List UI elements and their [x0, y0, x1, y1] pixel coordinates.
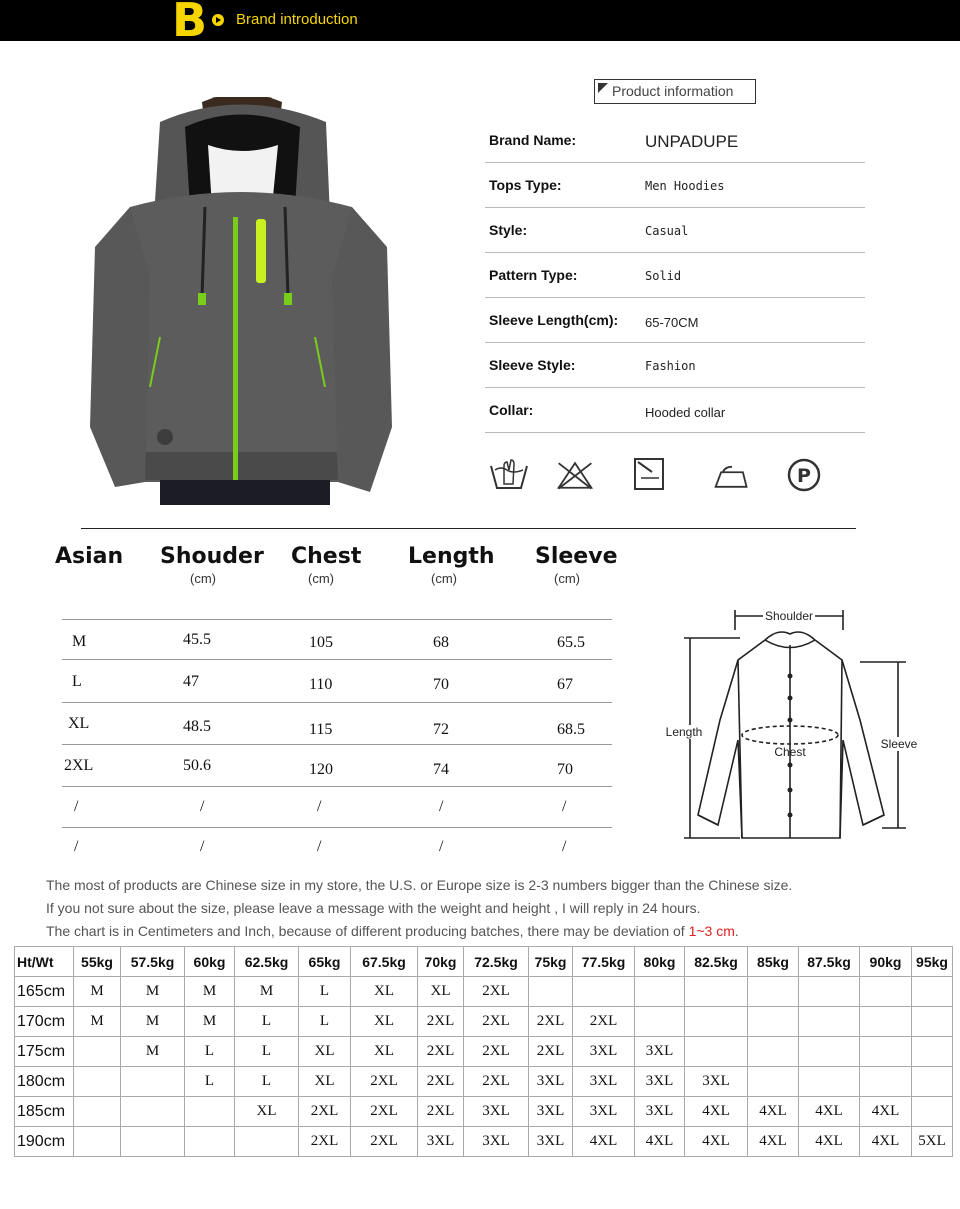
size-row: [62, 745, 612, 787]
diagram-sleeve-label: Sleeve: [880, 737, 918, 751]
height-cell: 165cm: [15, 977, 74, 1007]
size-cell: 2XL: [464, 1037, 529, 1067]
size-cell: 50.6: [183, 757, 211, 774]
weight-header: 80kg: [635, 947, 685, 977]
size-cell: L: [72, 673, 82, 690]
size-cell: [74, 1037, 121, 1067]
size-cell: 4XL: [635, 1127, 685, 1157]
info-row-style: [485, 208, 865, 253]
size-cell: 2XL: [464, 1067, 529, 1097]
size-cell: 115: [309, 721, 333, 738]
weight-header: 85kg: [748, 947, 799, 977]
diagram-length-label: Length: [665, 725, 703, 739]
table-row: [15, 1067, 953, 1097]
size-cell: M: [74, 977, 121, 1007]
product-info-badge: [594, 79, 756, 104]
size-header-sleeve: Sleeve: [535, 544, 618, 569]
size-cell: 4XL: [799, 1127, 860, 1157]
size-cell: [799, 1007, 860, 1037]
size-cell: /: [317, 798, 322, 815]
info-value: UNPADUPE: [645, 132, 739, 151]
size-cell: 70: [557, 761, 573, 778]
size-cell: [685, 977, 748, 1007]
size-cell: 3XL: [529, 1127, 573, 1157]
size-cell: /: [317, 838, 322, 855]
size-row: [62, 787, 612, 828]
size-cell: /: [562, 838, 567, 855]
info-label: Pattern Type:: [489, 267, 578, 283]
note-line-3-text: The chart is in Centimeters and Inch, because of different producing batches, there may be deviation of: [46, 923, 689, 939]
size-cell: [529, 977, 573, 1007]
size-cell: [74, 1097, 121, 1127]
size-cell: 65.5: [557, 634, 585, 651]
size-cell: [748, 977, 799, 1007]
size-cell: XL: [351, 1037, 418, 1067]
size-cell: /: [200, 798, 205, 815]
size-cell: 5XL: [912, 1127, 953, 1157]
size-unit-shoulder: (cm): [190, 571, 216, 586]
size-cell: [685, 1007, 748, 1037]
info-row-pattern: [485, 253, 865, 298]
section-divider: [81, 528, 856, 529]
info-label: Sleeve Length(cm):: [489, 312, 619, 328]
table-row: [15, 977, 953, 1007]
size-cell: 2XL: [418, 1007, 464, 1037]
size-cell: 68: [433, 634, 449, 651]
size-cell: 4XL: [685, 1127, 748, 1157]
size-cell: 2XL: [351, 1127, 418, 1157]
size-cell: 70: [433, 676, 449, 693]
do-not-bleach-icon: [555, 456, 595, 494]
table-row: [15, 1127, 953, 1157]
info-value: Solid: [645, 269, 682, 283]
info-row-collar: [485, 388, 865, 433]
size-cell: 3XL: [529, 1067, 573, 1097]
size-cell: 4XL: [860, 1127, 912, 1157]
size-row: [62, 703, 612, 745]
note-line-3-end: .: [734, 923, 739, 939]
size-cell: 4XL: [799, 1097, 860, 1127]
weight-header: 75kg: [529, 947, 573, 977]
size-cell: 72: [433, 721, 449, 738]
note-line-1: The most of products are Chinese size in my store, the U.S. or Europe size is 2-3 numbers bigger than the Chinese size.: [46, 877, 793, 893]
size-cell: 2XL: [418, 1037, 464, 1067]
info-value: Men Hoodies: [645, 179, 725, 193]
weight-header: 82.5kg: [685, 947, 748, 977]
size-cell: [860, 1037, 912, 1067]
size-cell: XL: [351, 1007, 418, 1037]
size-cell: 4XL: [748, 1127, 799, 1157]
size-row: [62, 828, 612, 858]
size-cell: L: [185, 1037, 235, 1067]
info-label: Tops Type:: [489, 177, 562, 193]
size-cell: [799, 1067, 860, 1097]
size-cell: 120: [309, 761, 333, 778]
measurement-diagram: [660, 600, 920, 845]
weight-header: 70kg: [418, 947, 464, 977]
size-cell: 110: [309, 676, 333, 693]
size-cell: L: [299, 1007, 351, 1037]
size-cell: [635, 977, 685, 1007]
info-value: 65-70CM: [645, 315, 699, 330]
size-cell: M: [235, 977, 299, 1007]
diagram-chest-label: Chest: [774, 745, 806, 759]
size-cell: 3XL: [635, 1067, 685, 1097]
info-label: Collar:: [489, 402, 534, 418]
size-cell: [748, 1007, 799, 1037]
size-cell: [912, 1007, 953, 1037]
size-cell: 68.5: [557, 721, 585, 738]
info-value: Hooded collar: [645, 405, 726, 420]
height-cell: 170cm: [15, 1007, 74, 1037]
height-cell: 180cm: [15, 1067, 74, 1097]
size-cell: 2XL: [418, 1067, 464, 1097]
size-cell: 3XL: [573, 1097, 635, 1127]
size-header-chest: Chest: [291, 544, 362, 569]
weight-header: 62.5kg: [235, 947, 299, 977]
size-cell: [748, 1067, 799, 1097]
info-row-sleeve-length: [485, 298, 865, 343]
size-cell: 3XL: [418, 1127, 464, 1157]
size-cell: 3XL: [635, 1097, 685, 1127]
size-cell: [121, 1127, 185, 1157]
size-cell: [74, 1127, 121, 1157]
size-cell: [635, 1007, 685, 1037]
size-cell: 105: [309, 634, 333, 651]
weight-header: 90kg: [860, 947, 912, 977]
deviation-value: 1~3 cm: [688, 923, 735, 939]
svg-text:P: P: [797, 465, 811, 487]
size-cell: 2XL: [464, 1007, 529, 1037]
brand-letter: B: [172, 0, 208, 47]
size-row: [62, 660, 612, 703]
weight-header: 87.5kg: [799, 947, 860, 977]
info-row-brand: [485, 118, 865, 163]
size-cell: 4XL: [860, 1097, 912, 1127]
size-cell: L: [235, 1007, 299, 1037]
hand-wash-icon: [489, 456, 529, 494]
info-row-sleeve-style: [485, 343, 865, 388]
size-cell: 45.5: [183, 631, 211, 648]
size-cell: 3XL: [464, 1127, 529, 1157]
size-header-shoulder: Shouder: [160, 544, 264, 569]
size-cell: M: [72, 633, 87, 650]
size-cell: 3XL: [464, 1097, 529, 1127]
size-cell: XL: [235, 1097, 299, 1127]
size-cell: 67: [557, 676, 573, 693]
table-header-row: [15, 947, 953, 977]
size-cell: [799, 1037, 860, 1067]
size-cell: L: [299, 977, 351, 1007]
corner-mark-icon: [598, 83, 608, 93]
weight-header: 95kg: [912, 947, 953, 977]
size-cell: M: [185, 1007, 235, 1037]
note-line-2: If you not sure about the size, please leave a message with the weight and height , I will reply in 24 hours.: [46, 900, 701, 916]
table-row: [15, 1037, 953, 1067]
size-unit-sleeve: (cm): [554, 571, 580, 586]
size-cell: 2XL: [299, 1097, 351, 1127]
size-cell: M: [74, 1007, 121, 1037]
size-cell: [748, 1037, 799, 1067]
size-cell: 2XL: [64, 757, 94, 774]
size-cell: [912, 977, 953, 1007]
size-cell: [912, 1097, 953, 1127]
size-cell: [573, 977, 635, 1007]
iron-icon: [712, 456, 752, 494]
size-cell: 3XL: [529, 1097, 573, 1127]
size-cell: /: [74, 798, 79, 815]
size-cell: [860, 1067, 912, 1097]
info-value: Fashion: [645, 359, 696, 373]
height-cell: 175cm: [15, 1037, 74, 1067]
size-cell: 3XL: [573, 1037, 635, 1067]
size-cell: M: [121, 1007, 185, 1037]
size-row: [62, 620, 612, 660]
height-cell: 190cm: [15, 1127, 74, 1157]
size-cell: [912, 1037, 953, 1067]
size-cell: [121, 1067, 185, 1097]
size-cell: [185, 1127, 235, 1157]
size-cell: 47: [183, 673, 199, 690]
product-info-table: [485, 118, 865, 433]
weight-header: 65kg: [299, 947, 351, 977]
professional-clean-icon: [786, 456, 826, 494]
size-header-length: Length: [408, 544, 495, 569]
size-cell: 4XL: [748, 1097, 799, 1127]
play-icon: [212, 14, 224, 26]
weight-header: 67.5kg: [351, 947, 418, 977]
size-cell: 2XL: [299, 1127, 351, 1157]
size-cell: [799, 977, 860, 1007]
size-cell: 3XL: [685, 1067, 748, 1097]
size-cell: [860, 1007, 912, 1037]
size-cell: XL: [299, 1037, 351, 1067]
size-cell: XL: [351, 977, 418, 1007]
size-cell: 4XL: [685, 1097, 748, 1127]
size-cell: /: [439, 798, 444, 815]
height-cell: 185cm: [15, 1097, 74, 1127]
brand-title: Brand introduction: [236, 11, 358, 28]
size-cell: [185, 1097, 235, 1127]
size-cell: 3XL: [635, 1037, 685, 1067]
size-cell: 74: [433, 761, 449, 778]
size-cell: 4XL: [573, 1127, 635, 1157]
size-unit-length: (cm): [431, 571, 457, 586]
info-label: Brand Name:: [489, 132, 577, 148]
size-cell: 2XL: [529, 1007, 573, 1037]
size-cell: 2XL: [418, 1097, 464, 1127]
size-cell: /: [74, 838, 79, 855]
weight-header: 60kg: [185, 947, 235, 977]
size-cell: M: [185, 977, 235, 1007]
size-cell: /: [439, 838, 444, 855]
size-cell: 2XL: [464, 977, 529, 1007]
size-cell: [860, 977, 912, 1007]
info-label: Sleeve Style:: [489, 357, 576, 373]
weight-header: 57.5kg: [121, 947, 185, 977]
size-cell: [912, 1067, 953, 1097]
size-cell: XL: [418, 977, 464, 1007]
info-value: Casual: [645, 224, 689, 238]
note-line-3: [46, 923, 739, 939]
weight-header: 77.5kg: [573, 947, 635, 977]
size-cell: XL: [68, 715, 90, 732]
dry-clean-icon: [632, 456, 672, 494]
size-cell: XL: [299, 1067, 351, 1097]
size-cell: 3XL: [573, 1067, 635, 1097]
size-cell: 2XL: [573, 1007, 635, 1037]
weight-header: 55kg: [74, 947, 121, 977]
weight-header: 72.5kg: [464, 947, 529, 977]
product-info-title: Product information: [612, 83, 734, 99]
size-cell: 48.5: [183, 718, 211, 735]
table-row: [15, 1007, 953, 1037]
size-cell: L: [235, 1067, 299, 1097]
size-cell: 2XL: [351, 1097, 418, 1127]
size-cell: /: [562, 798, 567, 815]
size-cell: M: [121, 977, 185, 1007]
info-row-tops-type: [485, 163, 865, 208]
size-cell: 2XL: [529, 1037, 573, 1067]
info-label: Style:: [489, 222, 528, 238]
size-cell: L: [235, 1037, 299, 1067]
table-corner: Ht/Wt: [15, 947, 74, 977]
diagram-shoulder-label: Shoulder: [764, 609, 814, 623]
size-cell: L: [185, 1067, 235, 1097]
size-cell: 2XL: [351, 1067, 418, 1097]
size-cell: M: [121, 1037, 185, 1067]
size-header-asian: Asian: [55, 544, 124, 569]
size-cell: /: [200, 838, 205, 855]
size-cell: [235, 1127, 299, 1157]
size-cell: [685, 1037, 748, 1067]
product-photo: [90, 97, 392, 505]
brand-header: [0, 0, 960, 47]
height-weight-table: [14, 946, 953, 1157]
size-unit-chest: (cm): [308, 571, 334, 586]
size-cell: [121, 1097, 185, 1127]
size-cell: [74, 1067, 121, 1097]
table-row: [15, 1097, 953, 1127]
